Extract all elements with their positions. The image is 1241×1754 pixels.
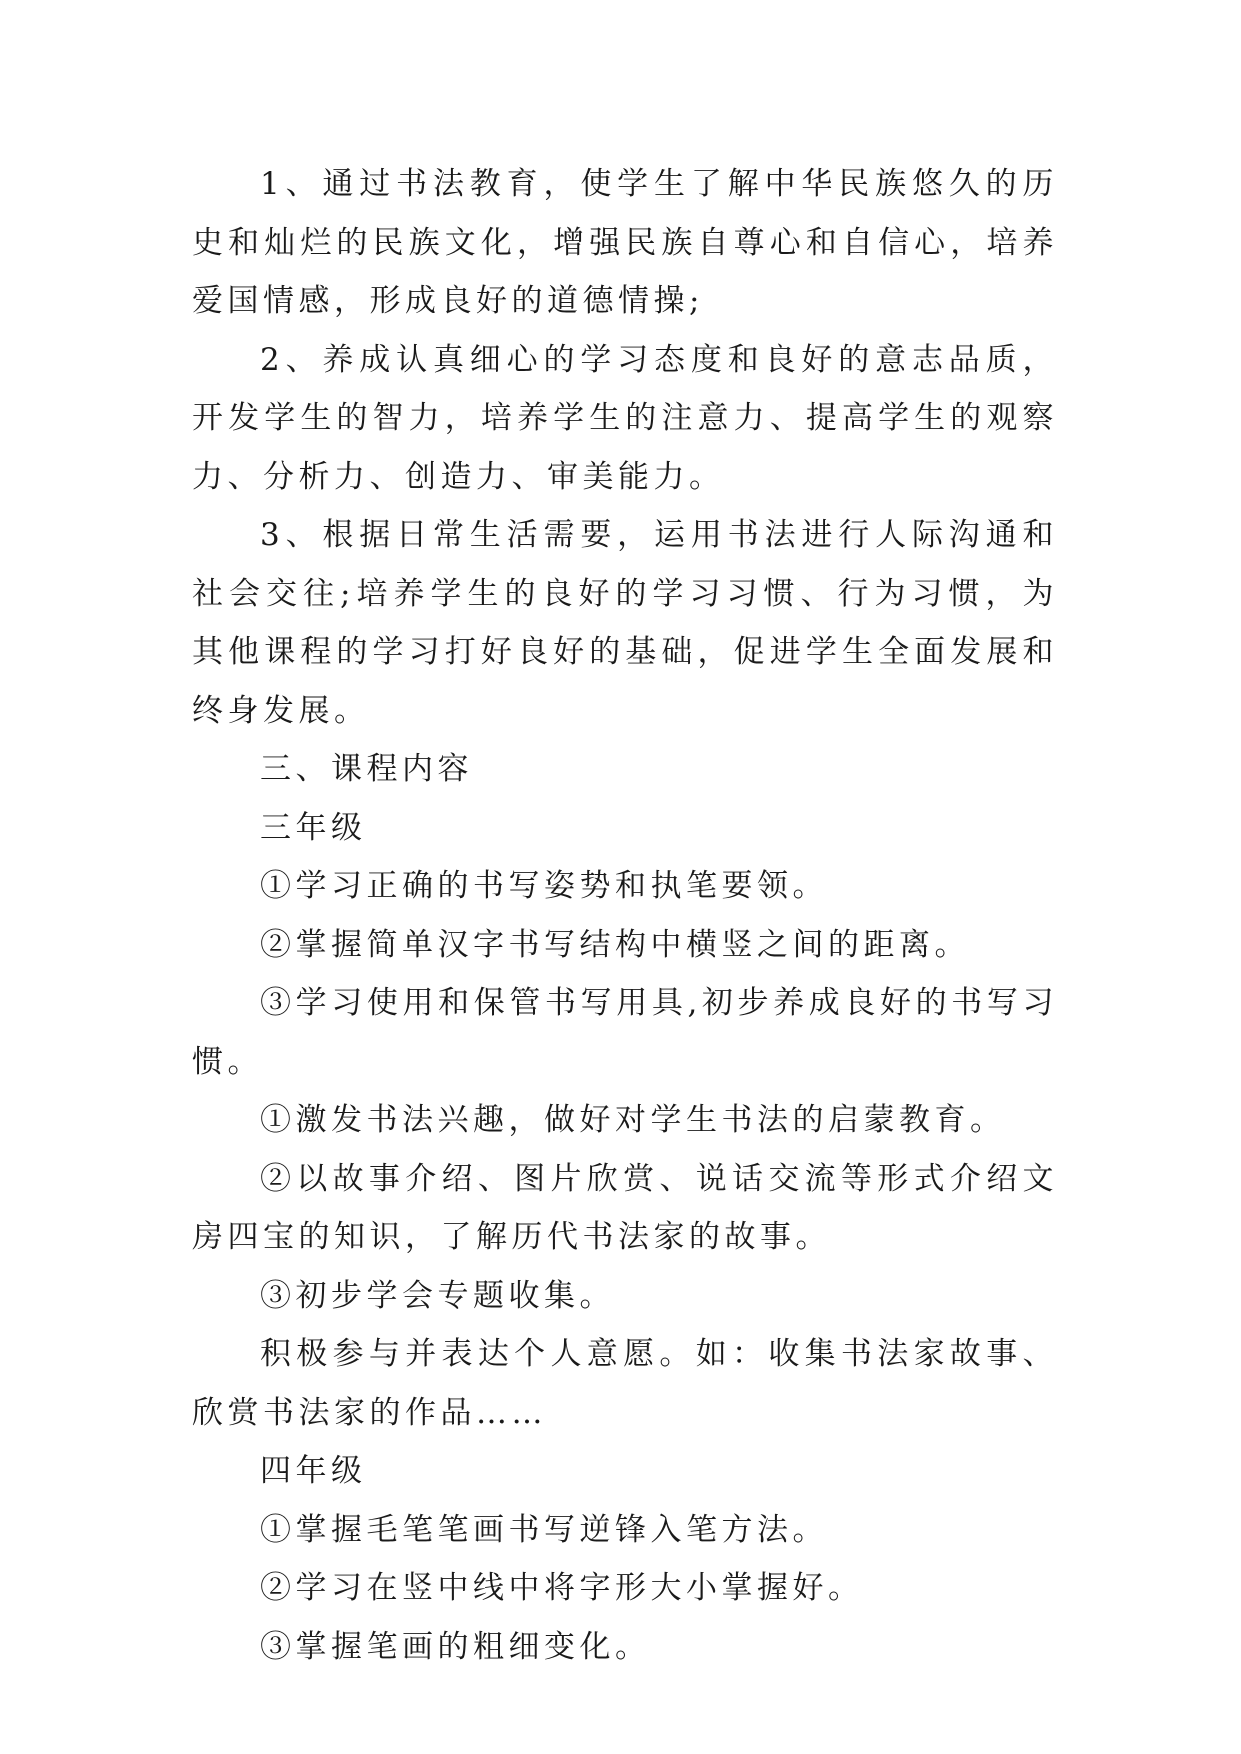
list-item: ①学习正确的书写姿势和执笔要领。 [260,868,828,904]
paragraph-goal-1: 1、通过书法教育，使学生了解中华民族悠久的历史和灿烂的民族文化，增强民族自尊心和自信心，培养爱国情感，形成良好的道德情操; [192,166,1058,319]
list-item: ①掌握毛笔笔画书写逆锋入笔方法。 [260,1511,828,1548]
list-item: ③掌握笔画的粗细变化。 [260,1628,651,1665]
list-item: ①激发书法兴趣，做好对学生书法的启蒙教育。 [260,1102,1006,1138]
grade-heading-3: 三年级 [260,809,367,846]
document-page [192,155,1058,1676]
paragraph-participation: 积极参与并表达个人意愿。如：收集书法家故事、欣赏书法家的作品…… [192,1336,1058,1431]
paragraph-goal-3: 3、根据日常生活需要，运用书法进行人际沟通和社会交往;培养学生的良好的学习习惯、行为习惯，为其他课程的学习打好良好的基础，促进学生全面发展和终身发展。 [192,517,1058,729]
list-item: ②学习在竖中线中将字形大小掌握好。 [260,1570,864,1606]
list-item: ③初步学会专题收集。 [260,1277,615,1314]
list-item: ②以故事介绍、图片欣赏、说话交流等形式介绍文房四宝的知识，了解历代书法家的故事。 [192,1160,1058,1255]
section-heading-course-content: 三、课程内容 [260,751,473,787]
grade-heading-4: 四年级 [260,1453,367,1489]
paragraph-goal-2: 2、养成认真细心的学习态度和良好的意志品质，开发学生的智力，培养学生的注意力、提高学生的观察力、分析力、创造力、审美能力。 [192,341,1058,495]
list-item: ②掌握简单汉字书写结构中横竖之间的距离。 [260,926,970,963]
list-item: ③学习使用和保管书写用具,初步养成良好的书写习惯。 [192,985,1058,1080]
